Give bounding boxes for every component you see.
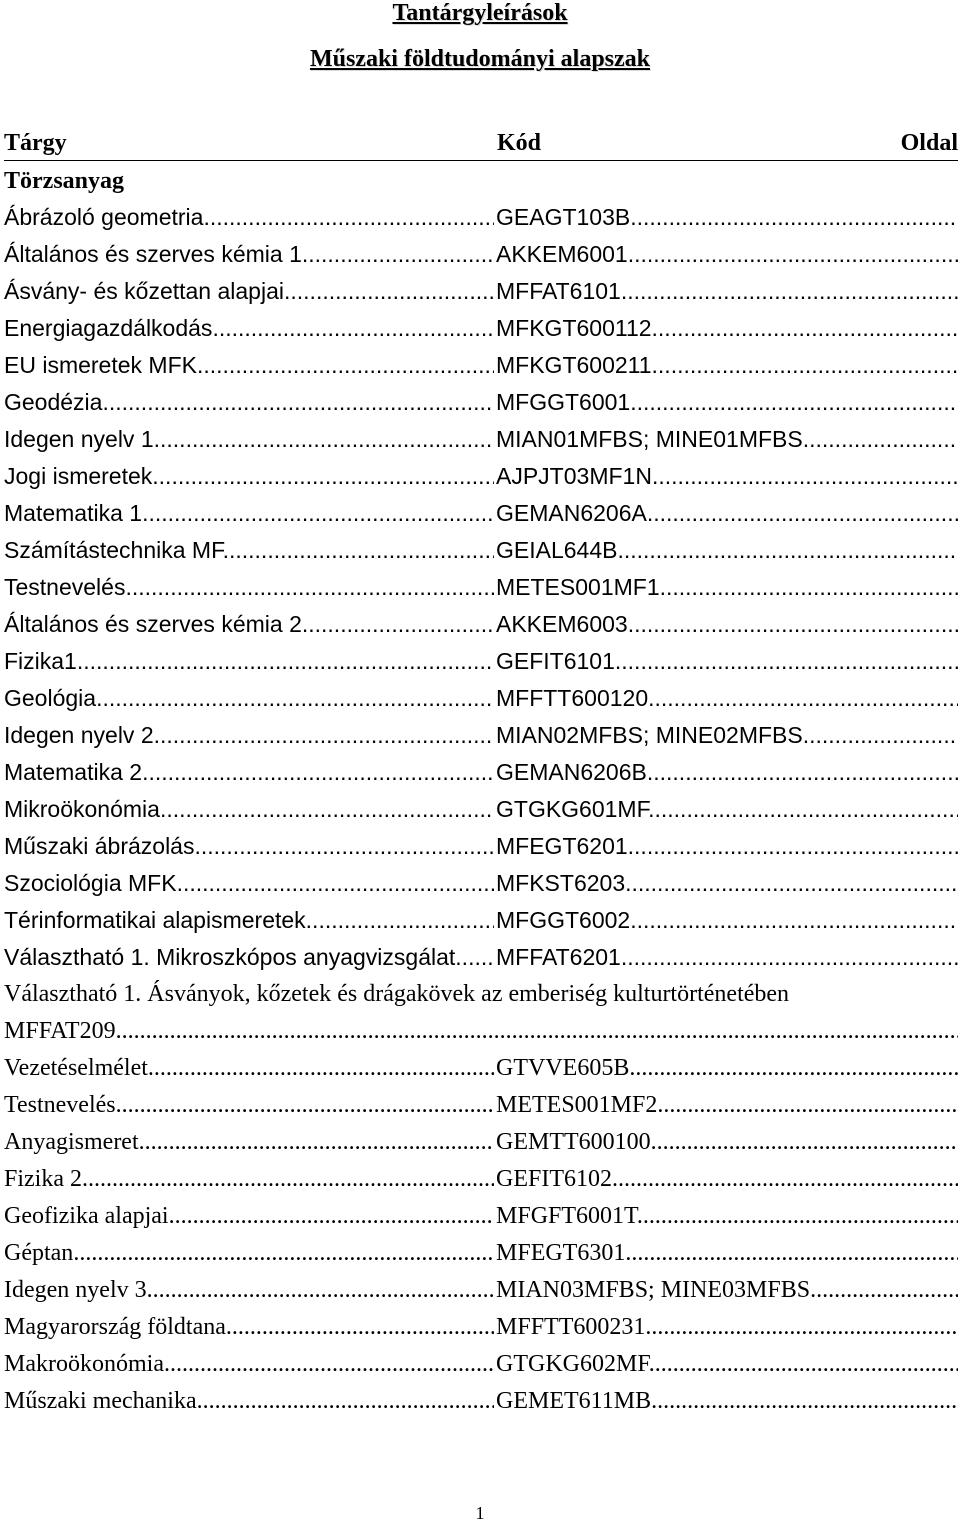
toc-code-text: MFEGT6301: [496, 1240, 626, 1266]
dot-leader: [810, 1277, 958, 1303]
toc-subject: [4, 902, 494, 939]
dot-leader: [629, 1055, 958, 1081]
dot-leader: [621, 278, 958, 304]
dot-leader: [630, 389, 958, 415]
toc-subject: [4, 347, 494, 384]
toc-code-text: MFFTT600120: [496, 685, 649, 711]
toc-code-text: MFFAT6101: [496, 278, 621, 304]
toc-row: [4, 939, 958, 976]
toc-code-text: MFFAT6201: [496, 944, 621, 970]
toc-wrapped-line: Választható 1. Ásványok, kőzetek és drágakövek az emberiség kulturtörténetében: [4, 981, 790, 1007]
toc-code-text: METES001MF2: [496, 1092, 658, 1118]
dot-leader: [660, 574, 958, 600]
dot-leader: [197, 1388, 494, 1414]
toc-code-text: MIAN03MFBS; MINE03MFBS: [496, 1277, 811, 1303]
dot-leader: [73, 1240, 494, 1266]
toc-subject-text: Fizika 2: [4, 1166, 82, 1192]
dot-leader: [154, 426, 494, 452]
toc-subject: [4, 865, 494, 902]
toc-subject-text: Energiagazdálkodás: [4, 315, 213, 341]
dot-leader: [637, 1203, 958, 1229]
dot-leader: [615, 648, 958, 674]
toc-code: [496, 1235, 958, 1272]
toc-row: [4, 606, 958, 643]
toc-row: [4, 1309, 958, 1346]
dot-leader: [617, 537, 958, 563]
dot-leader: [223, 537, 494, 563]
toc-subject-text: Géptan: [4, 1240, 74, 1266]
dot-leader: [194, 833, 494, 859]
toc-subject: [4, 236, 494, 273]
toc-subject: [4, 310, 494, 347]
toc-code: [496, 1198, 958, 1235]
dot-leader: [197, 352, 494, 378]
toc-subject-text: Ábrázoló geometria: [4, 204, 204, 230]
toc-subject: [4, 273, 494, 310]
toc-row: [4, 1346, 958, 1383]
toc-code-text: GEMTT600100: [496, 1129, 651, 1155]
toc-subject-text: Ásvány- és kőzettan alapjai: [4, 278, 284, 304]
toc-code-text: GTGKG602MF: [496, 1351, 649, 1377]
toc-code: [496, 458, 958, 495]
toc-code: [496, 310, 958, 347]
toc-row: [4, 643, 958, 680]
toc-row: [4, 1198, 958, 1235]
toc-row: [4, 1235, 958, 1272]
toc-row: [4, 865, 958, 902]
dot-leader: [648, 796, 958, 822]
toc-code: [496, 902, 958, 939]
dot-leader: [284, 278, 494, 304]
toc-code: [496, 717, 958, 754]
toc-code: [496, 199, 958, 236]
toc-code: [496, 643, 958, 680]
toc-subject-text: Magyarország földtana: [4, 1314, 226, 1340]
toc-subject-text: Szociológia MFK: [4, 870, 177, 896]
toc-subject-text: Idegen nyelv 3: [4, 1277, 147, 1303]
toc-subject-text: Testnevelés: [4, 574, 126, 600]
document-subtitle: Műszaki földtudományi alapszak: [309, 46, 651, 72]
toc-code: [496, 421, 958, 458]
dot-leader: [647, 500, 958, 526]
toc-code: [496, 236, 958, 273]
toc-code: [496, 1161, 958, 1198]
toc-code: [496, 532, 958, 569]
toc-code-text: GEFIT6101: [496, 648, 615, 674]
toc-code: [496, 828, 958, 865]
dot-leader: [77, 648, 494, 674]
toc-row: [4, 1087, 958, 1124]
dot-leader: [154, 722, 494, 748]
toc-row: [4, 791, 958, 828]
toc-subject-text: Matematika 1: [4, 500, 143, 526]
toc-row: [4, 828, 958, 865]
toc-wrapped-code: [4, 1013, 958, 1050]
toc-row: [4, 495, 958, 532]
table-header: [4, 130, 958, 161]
toc-subject-text: Vezetéselmélet: [4, 1055, 148, 1081]
toc-subject-text: Általános és szerves kémia 1.: [4, 241, 309, 267]
toc-row: [4, 1124, 958, 1161]
toc-subject: [4, 717, 494, 754]
dot-leader: [164, 1351, 494, 1377]
toc-subject-text: Matematika 2: [4, 759, 143, 785]
toc-code-text: GEMAN6206B: [496, 759, 647, 785]
toc-subject-text: EU ismeretek MFK: [4, 352, 197, 378]
section-label: Törzsanyag: [4, 168, 124, 194]
dot-leader: [652, 315, 958, 341]
toc-subject-text: Választható 1. Mikroszkópos anyagvizsgálat: [4, 944, 456, 970]
toc-subject-text: Számítástechnika MF: [4, 537, 223, 563]
dot-leader: [630, 204, 958, 230]
dot-leader: [621, 944, 958, 970]
toc-code-text: MFFAT209: [4, 1018, 116, 1044]
dot-leader: [803, 426, 958, 452]
toc-subject-text: Általános és szerves kémia 2: [4, 611, 302, 637]
toc-subject-text: Testnevelés: [4, 1092, 116, 1118]
toc-subject-text: Geológia: [4, 685, 97, 711]
toc-code: [496, 1050, 958, 1087]
dot-leader: [116, 1092, 494, 1118]
toc-subject: [4, 1346, 494, 1383]
toc-subject-text: Geodézia: [4, 389, 103, 415]
toc-code: [496, 1087, 958, 1124]
dot-leader: [308, 241, 494, 267]
dot-leader: [630, 907, 958, 933]
toc-subject-text: Fizika1: [4, 648, 77, 674]
toc-subject-text: Geofizika alapjai: [4, 1203, 169, 1229]
dot-leader: [160, 796, 494, 822]
dot-leader: [96, 685, 494, 711]
toc-subject: [4, 1198, 494, 1235]
dot-leader: [148, 1055, 494, 1081]
toc-row: [4, 532, 958, 569]
toc-subject: [4, 384, 494, 421]
toc-subject: [4, 1383, 494, 1420]
toc-code: [496, 680, 958, 717]
toc-row: [4, 1050, 958, 1087]
toc-code: [496, 569, 958, 606]
toc-code: [496, 754, 958, 791]
toc-code: [496, 606, 958, 643]
toc-subject-text: Műszaki ábrázolás: [4, 833, 195, 859]
toc-subject: [4, 1124, 494, 1161]
toc-code: [496, 1383, 958, 1420]
toc-code-text: AKKEM6001: [496, 241, 628, 267]
toc-subject: [4, 939, 494, 976]
dot-leader: [302, 611, 494, 637]
dot-leader: [147, 1277, 494, 1303]
dot-leader: [125, 574, 494, 600]
toc-subject: [4, 569, 494, 606]
dot-leader: [102, 389, 494, 415]
table-of-contents: [4, 199, 958, 1420]
dot-leader: [803, 722, 958, 748]
toc-row: [4, 347, 958, 384]
dot-leader: [628, 833, 958, 859]
dot-leader: [212, 315, 494, 341]
toc-code: [496, 791, 958, 828]
document-title: Tantárgyleírások: [392, 0, 568, 26]
toc-subject-text: Műszaki mechanika: [4, 1388, 197, 1414]
toc-row: [4, 199, 958, 236]
dot-leader: [652, 463, 958, 489]
toc-row: [4, 1272, 958, 1309]
toc-row: [4, 273, 958, 310]
toc-code-text: MFGGT6001: [496, 389, 631, 415]
toc-code-text: GTVVE605B: [496, 1055, 630, 1081]
toc-code-text: METES001MF1: [496, 574, 660, 600]
dot-leader: [648, 685, 958, 711]
dot-leader: [142, 500, 494, 526]
header-page: Oldal: [900, 130, 958, 156]
toc-row: [4, 902, 958, 939]
dot-leader: [116, 1018, 958, 1044]
dot-leader: [142, 759, 494, 785]
dot-leader: [647, 759, 958, 785]
dot-leader: [657, 1092, 958, 1118]
dot-leader: [645, 1314, 958, 1340]
toc-subject-text: Makroökonómia: [4, 1351, 164, 1377]
toc-row: [4, 1383, 958, 1420]
toc-code-text: AJPJT03MF1N: [496, 463, 652, 489]
dot-leader: [139, 1129, 494, 1155]
header-code: Kód: [497, 130, 542, 156]
dot-leader: [203, 204, 494, 230]
toc-code: [496, 347, 958, 384]
dot-leader: [625, 1240, 958, 1266]
toc-row: [4, 754, 958, 791]
toc-row: [4, 680, 958, 717]
toc-subject: [4, 199, 494, 236]
toc-subject: [4, 1161, 494, 1198]
toc-row: [4, 1161, 958, 1198]
toc-code-text: MFGGT6002: [496, 907, 631, 933]
header-subject: Tárgy: [4, 130, 67, 156]
toc-subject-text: Idegen nyelv 2: [4, 722, 154, 748]
toc-code-text: MFKGT600211: [496, 352, 652, 378]
dot-leader: [625, 870, 958, 896]
toc-code-text: GTGKG601MF: [496, 796, 649, 822]
toc-subject-text: Idegen nyelv 1: [4, 426, 154, 452]
dot-leader: [226, 1314, 494, 1340]
toc-subject-text: Jogi ismeretek: [4, 463, 153, 489]
toc-subject: [4, 754, 494, 791]
toc-subject: [4, 495, 494, 532]
dot-leader: [177, 870, 494, 896]
toc-subject: [4, 458, 494, 495]
dot-leader: [306, 907, 494, 933]
toc-code-text: GEMAN6206A: [496, 500, 647, 526]
dot-leader: [612, 1166, 958, 1192]
dot-leader: [152, 463, 494, 489]
toc-row: [4, 717, 958, 754]
dot-leader: [169, 1203, 494, 1229]
toc-code-text: MFGFT6001T: [496, 1203, 637, 1229]
toc-code-text: MFKGT600112: [496, 315, 652, 341]
toc-code: [496, 1309, 958, 1346]
toc-code-text: MIAN02MFBS; MINE02MFBS: [496, 722, 803, 748]
toc-subject: [4, 606, 494, 643]
toc-subject: [4, 791, 494, 828]
toc-row: [4, 569, 958, 606]
toc-code: [496, 865, 958, 902]
toc-subject: [4, 1087, 494, 1124]
toc-row: [4, 458, 958, 495]
dot-leader: [628, 241, 958, 267]
page-number: 1: [475, 1503, 485, 1523]
toc-subject: [4, 643, 494, 680]
toc-row: [4, 310, 958, 347]
toc-subject: [4, 1272, 494, 1309]
toc-subject: [4, 828, 494, 865]
toc-code: [496, 1346, 958, 1383]
toc-subject: [4, 680, 494, 717]
toc-row: [4, 384, 958, 421]
toc-code: [496, 939, 958, 976]
toc-code-text: GEAGT103B: [496, 204, 631, 230]
dot-leader: [82, 1166, 494, 1192]
toc-subject-text: Térinformatikai alapismeretek: [4, 907, 306, 933]
dot-leader: [652, 352, 958, 378]
toc-code-text: AKKEM6003: [496, 611, 628, 637]
toc-subject-text: Anyagismeret: [4, 1129, 139, 1155]
toc-code-text: MFFTT600231: [496, 1314, 646, 1340]
toc-code-text: MIAN01MFBS; MINE01MFBS: [496, 426, 803, 452]
toc-code-text: MFEGT6201: [496, 833, 628, 859]
toc-code-text: MFKST6203: [496, 870, 626, 896]
toc-subject: [4, 1050, 494, 1087]
toc-subject: [4, 421, 494, 458]
dot-leader: [649, 1351, 958, 1377]
dot-leader: [651, 1388, 958, 1414]
dot-leader: [651, 1129, 958, 1155]
toc-subject-text: Mikroökonómia: [4, 796, 160, 822]
toc-code: [496, 273, 958, 310]
dot-leader: [455, 944, 494, 970]
toc-code-text: GEFIT6102: [496, 1166, 612, 1192]
toc-code: [496, 1272, 958, 1309]
toc-subject: [4, 1309, 494, 1346]
toc-row: [4, 421, 958, 458]
toc-subject: [4, 1235, 494, 1272]
toc-code: [496, 495, 958, 532]
toc-row: [4, 236, 958, 273]
toc-code-text: GEIAL644B: [496, 537, 618, 563]
toc-code: [496, 384, 958, 421]
toc-subject: [4, 532, 494, 569]
toc-code-text: GEMET611MB: [496, 1388, 652, 1414]
dot-leader: [628, 611, 958, 637]
toc-code: [496, 1124, 958, 1161]
